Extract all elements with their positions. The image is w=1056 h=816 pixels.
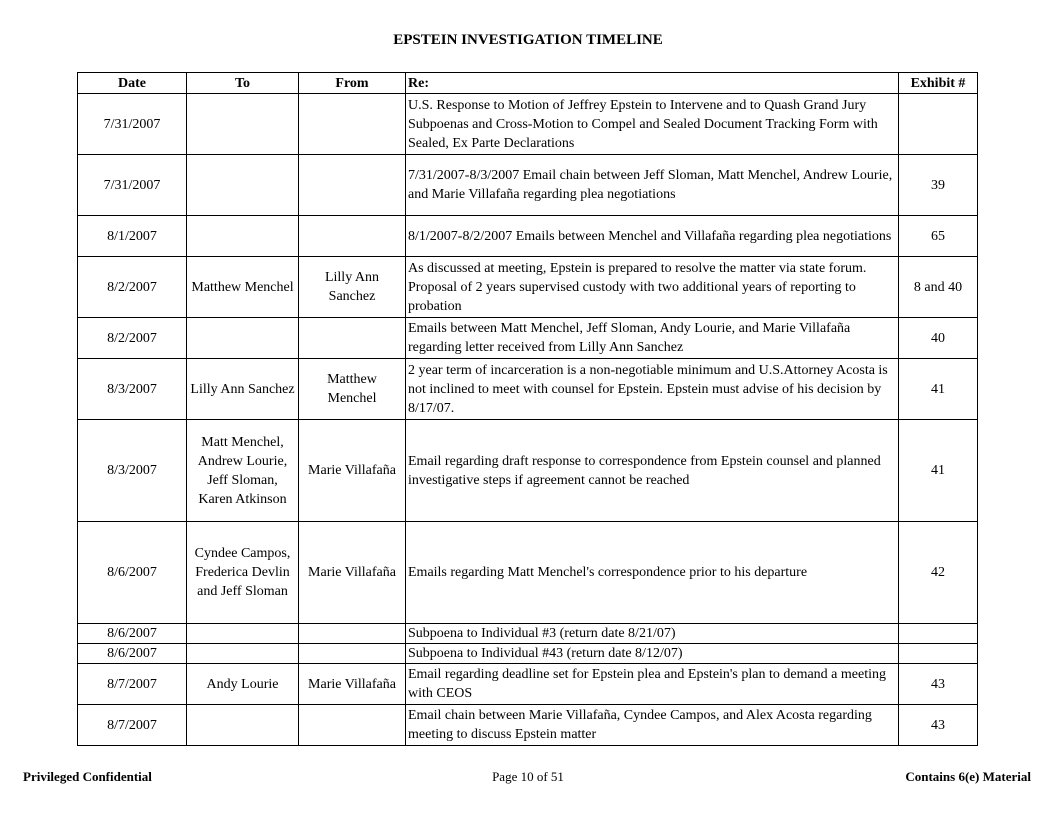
cell-re: 7/31/2007-8/3/2007 Email chain between Jeff Sloman, Matt Menchel, Andrew Lourie, and Marie Villafaña regarding plea negotiations [406,155,899,216]
cell-from [299,94,406,155]
cell-from: Marie Villafaña [299,522,406,624]
cell-date: 8/1/2007 [78,216,187,257]
cell-exhibit: 43 [899,705,978,746]
cell-to [187,705,299,746]
cell-date: 8/6/2007 [78,624,187,644]
cell-date: 8/7/2007 [78,705,187,746]
cell-to [187,318,299,359]
cell-exhibit: 41 [899,420,978,522]
cell-to [187,644,299,664]
cell-date: 8/6/2007 [78,522,187,624]
cell-date: 8/7/2007 [78,664,187,705]
column-header-exhibit: Exhibit # [899,73,978,94]
cell-to: Matt Menchel, Andrew Lourie, Jeff Sloman, Karen Atkinson [187,420,299,522]
cell-to: Cyndee Campos, Frederica Devlin and Jeff Sloman [187,522,299,624]
table-row [78,420,978,522]
table-header-row [78,73,978,94]
column-header-date: Date [78,73,187,94]
cell-from: Lilly Ann Sanchez [299,257,406,318]
cell-from [299,155,406,216]
cell-exhibit [899,624,978,644]
table-row [78,624,978,644]
table-row [78,318,978,359]
cell-date: 8/2/2007 [78,257,187,318]
table-row [78,705,978,746]
cell-to [187,94,299,155]
column-header-re: Re: [406,73,899,94]
cell-to [187,216,299,257]
table-row [78,155,978,216]
cell-re: As discussed at meeting, Epstein is prepared to resolve the matter via state forum. Proposal of 2 years supervised custody with two additional years of reporting to probation [406,257,899,318]
cell-re: Email regarding draft response to correspondence from Epstein counsel and planned investigative steps if agreement cannot be reached [406,420,899,522]
timeline-table [77,72,978,746]
cell-re: Emails between Matt Menchel, Jeff Sloman, Andy Lourie, and Marie Villafaña regarding letter received from Lilly Ann Sanchez [406,318,899,359]
cell-re: Email chain between Marie Villafaña, Cyndee Campos, and Alex Acosta regarding meeting to discuss Epstein matter [406,705,899,746]
table-row [78,216,978,257]
cell-date: 7/31/2007 [78,155,187,216]
cell-to: Matthew Menchel [187,257,299,318]
table-row [78,644,978,664]
cell-exhibit: 8 and 40 [899,257,978,318]
cell-exhibit: 65 [899,216,978,257]
cell-exhibit: 41 [899,359,978,420]
footer-page-number: Page 10 of 51 [492,769,564,784]
cell-date: 8/6/2007 [78,644,187,664]
cell-exhibit: 42 [899,522,978,624]
cell-from [299,624,406,644]
cell-re: Email regarding deadline set for Epstein plea and Epstein's plan to demand a meeting with CEOS [406,664,899,705]
cell-from [299,705,406,746]
cell-re: Subpoena to Individual #43 (return date 8/12/07) [406,644,899,664]
cell-to [187,155,299,216]
cell-from [299,216,406,257]
cell-to: Andy Lourie [187,664,299,705]
cell-date: 8/2/2007 [78,318,187,359]
cell-re: 2 year term of incarceration is a non-negotiable minimum and U.S.Attorney Acosta is not inclined to meet with counsel for Epstein. Epstein must advise of his decision by 8/17/07. [406,359,899,420]
cell-date: 7/31/2007 [78,94,187,155]
table-row [78,94,978,155]
cell-from [299,644,406,664]
footer-privileged-label: Privileged Confidential [23,769,152,784]
table-row [78,257,978,318]
cell-date: 8/3/2007 [78,359,187,420]
cell-date: 8/3/2007 [78,420,187,522]
cell-from: Marie Villafaña [299,420,406,522]
cell-from: Marie Villafaña [299,664,406,705]
cell-exhibit: 43 [899,664,978,705]
cell-re: Emails regarding Matt Menchel's correspondence prior to his departure [406,522,899,624]
column-header-from: From [299,73,406,94]
cell-to [187,624,299,644]
cell-exhibit: 40 [899,318,978,359]
page-title: EPSTEIN INVESTIGATION TIMELINE [393,32,663,48]
cell-from [299,318,406,359]
cell-exhibit: 39 [899,155,978,216]
column-header-to: To [187,73,299,94]
table-row [78,522,978,624]
cell-exhibit [899,644,978,664]
cell-from: Matthew Menchel [299,359,406,420]
cell-re: Subpoena to Individual #3 (return date 8/21/07) [406,624,899,644]
table-row [78,359,978,420]
cell-exhibit [899,94,978,155]
footer-6e-label: Contains 6(e) Material [905,769,1031,784]
cell-re: 8/1/2007-8/2/2007 Emails between Menchel and Villafaña regarding plea negotiations [406,216,899,257]
cell-re: U.S. Response to Motion of Jeffrey Epstein to Intervene and to Quash Grand Jury Subpoenas and Cross-Motion to Compel and Sealed Document Tracking Form with Sealed, Ex Parte Declarations [406,94,899,155]
table-row [78,664,978,705]
cell-to: Lilly Ann Sanchez [187,359,299,420]
